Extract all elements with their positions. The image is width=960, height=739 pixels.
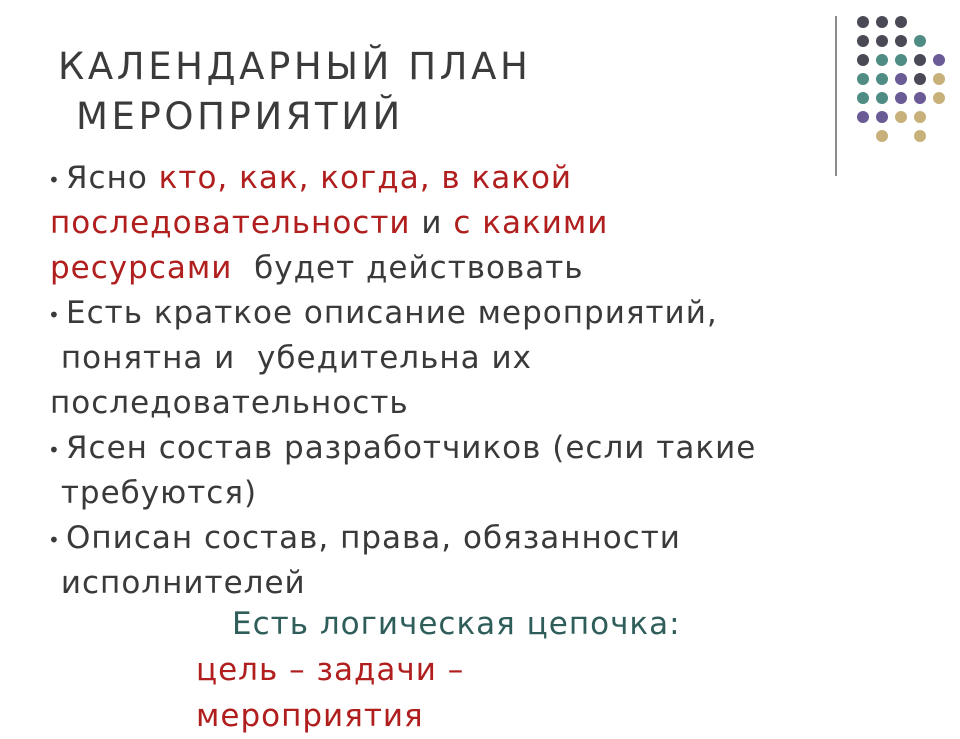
plain-text: последовательность xyxy=(50,385,409,421)
plain-text: Описан состав, права, обязанности xyxy=(66,520,681,556)
plain-text: будет действовать xyxy=(232,250,584,286)
decorative-dot xyxy=(914,111,926,123)
logic-chain-line-2 xyxy=(196,648,464,693)
bullet-line xyxy=(50,516,930,561)
bullet-marker: • xyxy=(48,438,61,462)
highlighted-text: кто, как, когда, в какой xyxy=(158,160,573,196)
slide-title-line-2: МЕРОПРИЯТИЙ xyxy=(76,95,404,138)
bullet-line xyxy=(50,291,930,336)
logic-chain-activities: мероприятия xyxy=(196,698,424,734)
bullet-line xyxy=(50,156,930,201)
decorative-dot xyxy=(914,54,926,66)
logic-chain-goal-tasks: цель – задачи – xyxy=(196,652,465,688)
plain-text: исполнителей xyxy=(50,565,306,601)
decorative-dot xyxy=(914,73,926,85)
plain-text: Есть краткое описание мероприятий, xyxy=(66,295,718,331)
highlighted-text: последовательности xyxy=(50,205,411,241)
bullet-line xyxy=(50,336,930,381)
bullet-line xyxy=(50,561,930,606)
plain-text: Ясен состав разработчиков (если такие xyxy=(66,430,757,466)
decorative-dot xyxy=(876,73,888,85)
bullet-item xyxy=(50,156,930,291)
decorative-dot xyxy=(914,130,926,142)
highlighted-text: ресурсами xyxy=(50,250,233,286)
plain-text: Ясно xyxy=(66,160,159,196)
vertical-divider xyxy=(835,16,837,176)
bullet-line xyxy=(50,426,930,471)
plain-text: и xyxy=(410,205,454,241)
bullet-item xyxy=(50,426,930,516)
decorative-dot xyxy=(914,92,926,104)
plain-text: понятна и убедительна их xyxy=(50,340,532,376)
decorative-dot xyxy=(876,92,888,104)
decorative-dot xyxy=(876,16,888,28)
bullet-marker: • xyxy=(48,303,61,327)
plain-text: требуются) xyxy=(50,475,258,511)
logic-chain-intro: Есть логическая цепочка: xyxy=(232,606,681,642)
decorative-dot xyxy=(895,16,907,28)
decorative-dot xyxy=(876,35,888,47)
decorative-dot xyxy=(933,92,945,104)
bullet-line xyxy=(50,471,930,516)
decorative-dot xyxy=(895,92,907,104)
decorative-dot xyxy=(857,73,869,85)
decorative-dot xyxy=(857,35,869,47)
bullet-marker: • xyxy=(48,168,61,192)
decorative-dot xyxy=(895,35,907,47)
decorative-dot xyxy=(876,111,888,123)
decorative-dot xyxy=(933,54,945,66)
decorative-dot xyxy=(933,73,945,85)
bullet-item xyxy=(50,291,930,426)
bullet-line xyxy=(50,201,930,246)
decorative-dot xyxy=(857,16,869,28)
decorative-dot xyxy=(857,111,869,123)
decorative-dot xyxy=(895,73,907,85)
bullet-line xyxy=(50,246,930,291)
slide-title xyxy=(58,42,531,142)
decorative-dot xyxy=(857,54,869,66)
highlighted-text: с какими xyxy=(453,205,609,241)
bullet-line xyxy=(50,381,930,426)
logic-chain-line-3 xyxy=(196,694,424,739)
bullet-item xyxy=(50,516,930,606)
bullet-list xyxy=(50,156,930,606)
decorative-dot xyxy=(914,35,926,47)
decorative-dot xyxy=(876,54,888,66)
slide-title-line-1: КАЛЕНДАРНЫЙ ПЛАН xyxy=(58,45,532,88)
decorative-dot xyxy=(895,111,907,123)
decorative-dot xyxy=(857,92,869,104)
bullet-marker: • xyxy=(48,528,61,552)
decorative-dot xyxy=(895,54,907,66)
decorative-dot xyxy=(876,130,888,142)
